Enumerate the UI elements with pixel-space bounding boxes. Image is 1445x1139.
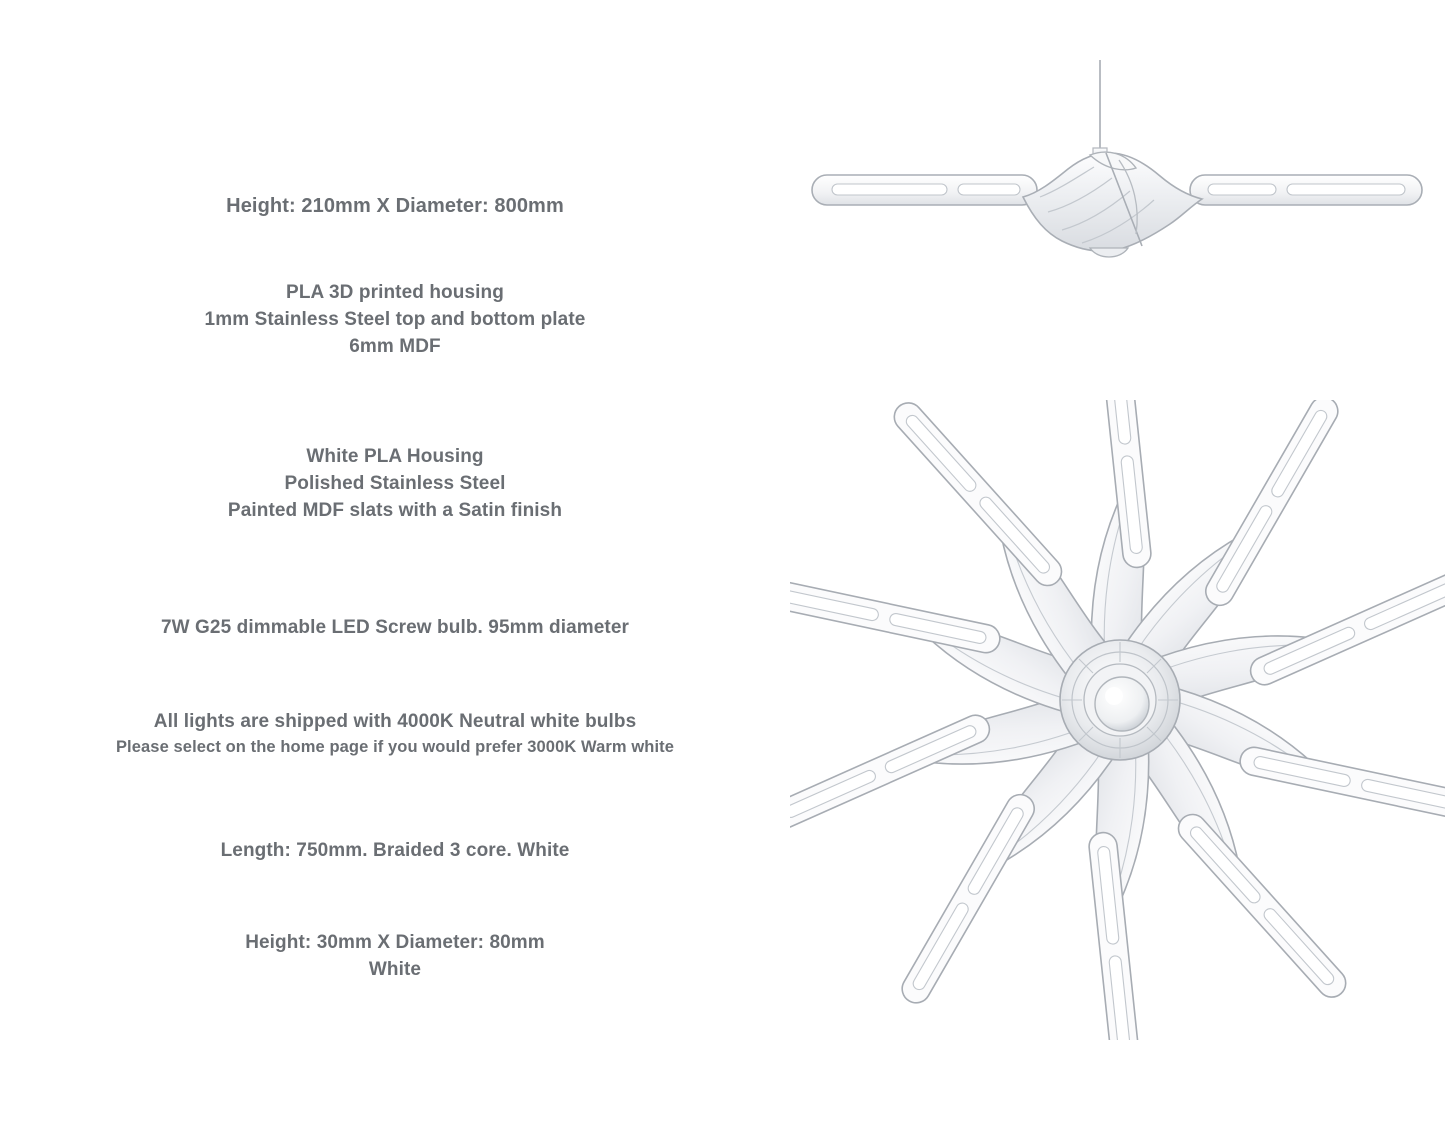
spec-line: Painted MDF slats with a Satin finish <box>227 499 563 521</box>
spec-block-colour-temperature <box>0 709 790 759</box>
spec-block-canopy <box>0 930 790 984</box>
arm-right <box>1190 175 1422 205</box>
spec-block-materials <box>0 280 790 361</box>
spec-line: Polished Stainless Steel <box>284 472 506 494</box>
pendant-light-plan-view <box>790 400 1445 1040</box>
spec-line: 6mm MDF <box>349 335 441 357</box>
spec-block-cable <box>0 838 790 865</box>
pendant-light-side-elevation <box>790 60 1445 360</box>
spec-line: Please select on the home page if you would prefer 3000K Warm white <box>115 737 675 756</box>
spec-line: 7W G25 dimmable LED Screw bulb. 95mm diameter <box>160 617 630 638</box>
spec-line: White PLA Housing <box>306 446 484 467</box>
central-housing <box>1023 152 1202 257</box>
led-bulb <box>1095 677 1149 731</box>
arm-left <box>812 175 1037 205</box>
spec-line: 1mm Stainless Steel top and bottom plate <box>204 308 586 330</box>
bulb-dome <box>1090 248 1128 257</box>
spec-line: Height: 30mm X Diameter: 80mm <box>245 932 545 953</box>
spec-line: White <box>368 958 422 980</box>
fixture-rotor <box>790 400 1445 1040</box>
spec-line: All lights are shipped with 4000K Neutral white bulbs <box>153 711 637 732</box>
bulb-highlight <box>1105 687 1123 705</box>
spec-line: Height: 210mm X Diameter: 800mm <box>226 195 564 217</box>
spec-block-dimensions <box>0 192 790 220</box>
spec-line: PLA 3D printed housing <box>286 282 504 303</box>
spec-block-bulb <box>0 615 790 642</box>
spec-block-finishes <box>0 444 790 525</box>
spec-line: Length: 750mm. Braided 3 core. White <box>220 840 570 861</box>
illustration-column <box>790 0 1445 1139</box>
